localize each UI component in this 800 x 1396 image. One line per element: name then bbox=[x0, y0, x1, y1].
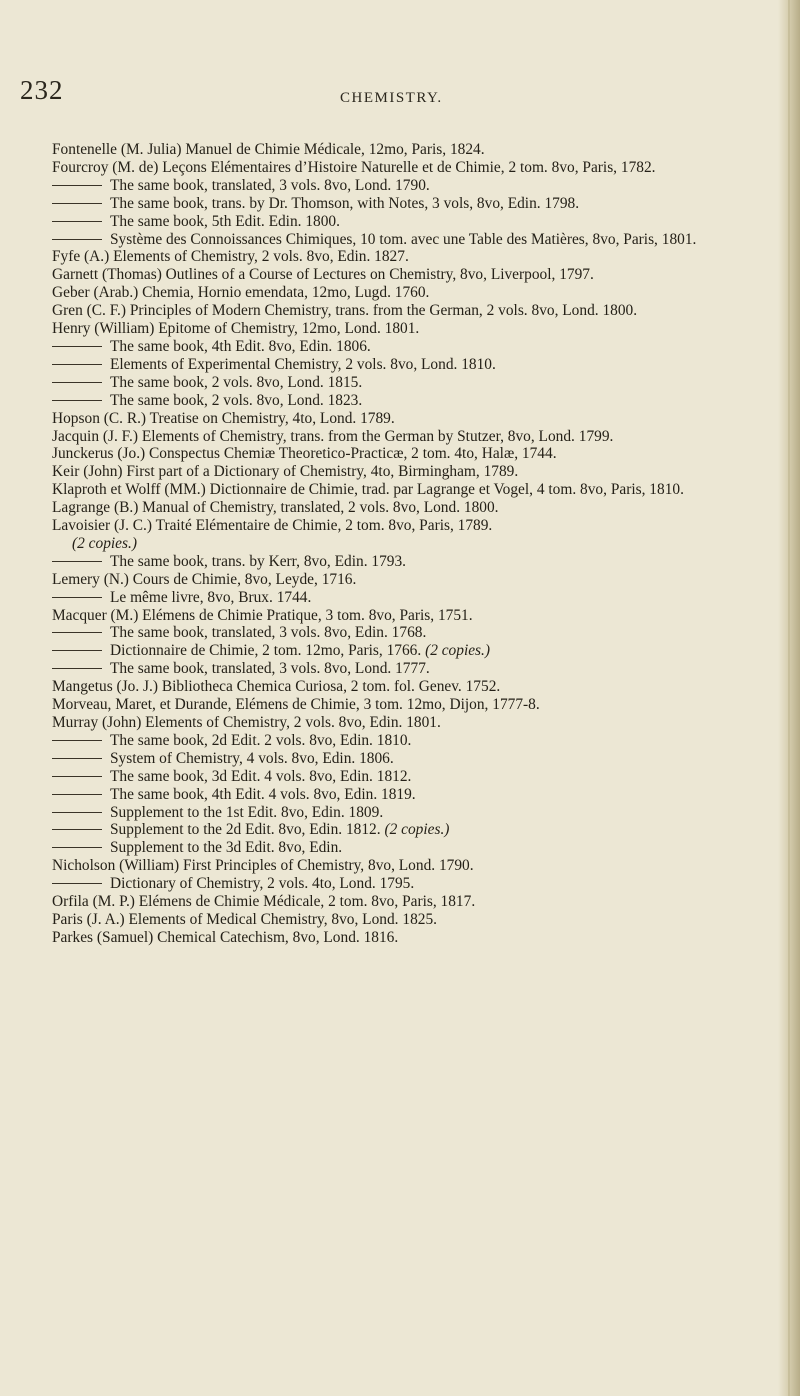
entry-text: Murray (John) Elements of Chemistry, 2 vols. 8vo, Edin. 1801. bbox=[52, 714, 441, 731]
bibliography-entry bbox=[52, 607, 762, 625]
entry-text: Fourcroy (M. de) Leçons Elémentaires d’Histoire Naturelle et de Chimie, 2 tom. 8vo, Paris, 1782. bbox=[52, 158, 656, 176]
entry-text: Supplement to the 3d Edit. 8vo, Edin. bbox=[110, 839, 343, 857]
entry-text: Système des Connoissances Chimiques, 10 tom. avec une Table des Matières, 8vo, Paris, 1801. bbox=[110, 230, 697, 248]
entry-text: The same book, 3d Edit. 4 vols. 8vo, Edin. 1812. bbox=[110, 767, 412, 785]
bibliography-entry bbox=[52, 481, 762, 499]
ditto-rule bbox=[52, 847, 102, 848]
bibliography-entry-continuation bbox=[52, 553, 762, 571]
ditto-rule bbox=[52, 382, 102, 383]
bibliography-entry bbox=[52, 445, 762, 463]
entry-text: Parkes (Samuel) Chemical Catechism, 8vo, Lond. 1816. bbox=[52, 928, 399, 946]
entry-text: System of Chemistry, 4 vols. 8vo, Edin. 1806. bbox=[110, 749, 394, 767]
bibliography-entry-continuation bbox=[52, 624, 762, 642]
entry-text: The same book, 5th Edit. Edin. 1800. bbox=[110, 212, 340, 230]
entry-text: Mangetus (Jo. J.) Bibliotheca Chemica Curiosa, 2 tom. fol. Genev. 1752. bbox=[52, 678, 501, 696]
entry-text: Gren (C. F.) Principles of Modern Chemistry, trans. from the German, 2 vols. 8vo, Lond. 1800. bbox=[52, 302, 638, 320]
entry-text: The same book, trans. by Dr. Thomson, with Notes, 3 vols, 8vo, Edin. 1798. bbox=[110, 194, 580, 212]
ditto-rule bbox=[52, 883, 102, 884]
bibliography-entry-continuation bbox=[52, 821, 762, 839]
entry-text: The same book, translated, 3 vols. 8vo, Lond. 1777. bbox=[110, 660, 430, 678]
page-number: 232 bbox=[20, 75, 64, 105]
ditto-rule bbox=[52, 668, 102, 669]
ditto-rule bbox=[52, 740, 102, 741]
entry-text: Supplement to the 2d Edit. 8vo, Edin. 1812. bbox=[110, 821, 381, 839]
bibliography-entry-continuation bbox=[52, 642, 762, 660]
bibliography-entry-continuation bbox=[52, 213, 762, 231]
ditto-rule bbox=[52, 346, 102, 347]
entry-text: Fyfe (A.) Elements of Chemistry, 2 vols. 8vo, Edin. 1827. bbox=[52, 248, 409, 266]
bibliography-entry bbox=[52, 499, 762, 517]
entry-text: Garnett (Thomas) Outlines of a Course of Lectures on Chemistry, 8vo, Liverpool, 1797. bbox=[52, 266, 594, 284]
running-head: CHEMISTRY. bbox=[340, 90, 443, 106]
bibliography-entry bbox=[52, 320, 762, 338]
bibliography-entry-continuation bbox=[52, 660, 762, 678]
bibliography-entry-continuation bbox=[52, 875, 762, 893]
bibliography-entry-continuation bbox=[52, 768, 762, 786]
bibliography-entry-continuation bbox=[52, 195, 762, 213]
ditto-rule bbox=[52, 203, 102, 204]
entry-text: Henry (William) Epitome of Chemistry, 12mo, Lond. 1801. bbox=[52, 320, 420, 338]
copies-note: (2 copies.) bbox=[384, 821, 450, 839]
entry-text: Nicholson (William) First Principles of Chemistry, 8vo, Lond. 1790. bbox=[52, 857, 474, 875]
entry-text: Elements of Experimental Chemistry, 2 vols. 8vo, Lond. 1810. bbox=[110, 355, 496, 373]
entry-text: The same book, translated, 3 vols. 8vo, Edin. 1768. bbox=[110, 624, 427, 642]
entry-text: Macquer (M.) Elémens de Chimie Pratique, 3 tom. 8vo, Paris, 1751. bbox=[52, 606, 473, 624]
bibliography-entry bbox=[52, 696, 762, 714]
bibliography-entry-continuation bbox=[52, 231, 762, 249]
ditto-rule bbox=[52, 812, 102, 813]
bibliography-entry bbox=[52, 266, 762, 284]
ditto-rule bbox=[52, 632, 102, 633]
bibliography-entry bbox=[52, 159, 762, 177]
bibliography-entry bbox=[52, 141, 762, 159]
bibliography-list bbox=[52, 141, 762, 947]
entry-text: Klaproth et Wolff (MM.) Dictionnaire de Chimie, trad. par Lagrange et Vogel, 4 tom. 8vo, Paris, 1810. bbox=[52, 481, 684, 499]
bibliography-entry-continuation bbox=[52, 786, 762, 804]
entry-text: Lemery (N.) Cours de Chimie, 8vo, Leyde, 1716. bbox=[52, 570, 357, 588]
bibliography-entry bbox=[52, 678, 762, 696]
bibliography-entry bbox=[52, 911, 762, 929]
entry-text: Supplement to the 1st Edit. 8vo, Edin. 1809. bbox=[110, 803, 384, 821]
copies-note: (2 copies.) bbox=[72, 534, 137, 552]
bibliography-entry bbox=[52, 248, 762, 266]
entry-text: Orfila (M. P.) Elémens de Chimie Médicale, 2 tom. 8vo, Paris, 1817. bbox=[52, 893, 476, 911]
bibliography-entry-continuation bbox=[52, 732, 762, 750]
ditto-rule bbox=[52, 776, 102, 777]
entry-text: Paris (J. A.) Elements of Medical Chemistry, 8vo, Lond. 1825. bbox=[52, 910, 437, 928]
entry-text: Junckerus (Jo.) Conspectus Chemiæ Theoretico-Practicæ, 2 tom. 4to, Halæ, 1744. bbox=[52, 445, 557, 463]
entry-text: The same book, 2d Edit. 2 vols. 8vo, Edin. 1810. bbox=[110, 731, 412, 749]
bibliography-entry bbox=[52, 410, 762, 428]
bibliography-entry bbox=[52, 929, 762, 947]
ditto-rule bbox=[52, 400, 102, 401]
ditto-rule bbox=[52, 829, 102, 830]
entry-text: Lagrange (B.) Manual of Chemistry, translated, 2 vols. 8vo, Lond. 1800. bbox=[52, 499, 499, 517]
ditto-rule bbox=[52, 758, 102, 759]
bibliography-entry-continuation bbox=[52, 392, 762, 410]
bibliography-entry bbox=[52, 517, 762, 553]
bibliography-entry bbox=[52, 302, 762, 320]
bibliography-entry bbox=[52, 571, 762, 589]
page-edge-line bbox=[788, 0, 790, 1396]
entry-text: Fontenelle (M. Julia) Manuel de Chimie Médicale, 12mo, Paris, 1824. bbox=[52, 141, 485, 158]
bibliography-entry-continuation bbox=[52, 804, 762, 822]
ditto-rule bbox=[52, 239, 102, 240]
bibliography-entry-continuation bbox=[52, 177, 762, 195]
entry-text: Lavoisier (J. C.) Traité Elémentaire de Chimie, 2 tom. 8vo, Paris, 1789. bbox=[52, 517, 493, 535]
ditto-rule bbox=[52, 561, 102, 562]
bibliography-entry bbox=[52, 857, 762, 875]
entry-text: Keir (John) First part of a Dictionary of Chemistry, 4to, Birmingham, 1789. bbox=[52, 463, 519, 481]
entry-text: Jacquin (J. F.) Elements of Chemistry, trans. from the German by Stutzer, 8vo, Lond. 1799. bbox=[52, 427, 614, 445]
bibliography-entry-continuation bbox=[52, 374, 762, 392]
entry-text: The same book, trans. by Kerr, 8vo, Edin. 1793. bbox=[110, 552, 407, 570]
ditto-rule bbox=[52, 650, 102, 651]
entry-text: The same book, 2 vols. 8vo, Lond. 1815. bbox=[110, 373, 363, 391]
entry-text: The same book, 4th Edit. 8vo, Edin. 1806. bbox=[110, 337, 371, 355]
bibliography-entry bbox=[52, 893, 762, 911]
ditto-rule bbox=[52, 221, 102, 222]
entry-text: Le même livre, 8vo, Brux. 1744. bbox=[110, 588, 312, 606]
ditto-rule bbox=[52, 597, 102, 598]
entry-text: The same book, 4th Edit. 4 vols. 8vo, Edin. 1819. bbox=[110, 785, 416, 803]
bibliography-entry bbox=[52, 714, 762, 732]
bibliography-entry bbox=[52, 463, 762, 481]
entry-text: The same book, 2 vols. 8vo, Lond. 1823. bbox=[110, 391, 363, 409]
bibliography-entry-continuation bbox=[52, 750, 762, 768]
entry-text: Hopson (C. R.) Treatise on Chemistry, 4to, Lond. 1789. bbox=[52, 409, 395, 427]
bibliography-entry-continuation bbox=[52, 356, 762, 374]
ditto-rule bbox=[52, 364, 102, 365]
entry-text: The same book, translated, 3 vols. 8vo, Lond. 1790. bbox=[110, 176, 430, 194]
ditto-rule bbox=[52, 794, 102, 795]
entry-text: Morveau, Maret, et Durande, Elémens de Chimie, 3 tom. 12mo, Dijon, 1777-8. bbox=[52, 696, 540, 714]
bibliography-entry-continuation bbox=[52, 338, 762, 356]
bibliography-entry-continuation bbox=[52, 589, 762, 607]
bibliography-entry bbox=[52, 428, 762, 446]
bibliography-entry-continuation bbox=[52, 839, 762, 857]
entry-text: Dictionnaire de Chimie, 2 tom. 12mo, Paris, 1766. bbox=[110, 642, 422, 660]
ditto-rule bbox=[52, 185, 102, 186]
entry-text: Dictionary of Chemistry, 2 vols. 4to, Lond. 1795. bbox=[110, 875, 415, 893]
bibliography-entry bbox=[52, 284, 762, 302]
entry-text: Geber (Arab.) Chemia, Hornio emendata, 12mo, Lugd. 1760. bbox=[52, 284, 430, 302]
copies-note: (2 copies.) bbox=[425, 642, 491, 660]
